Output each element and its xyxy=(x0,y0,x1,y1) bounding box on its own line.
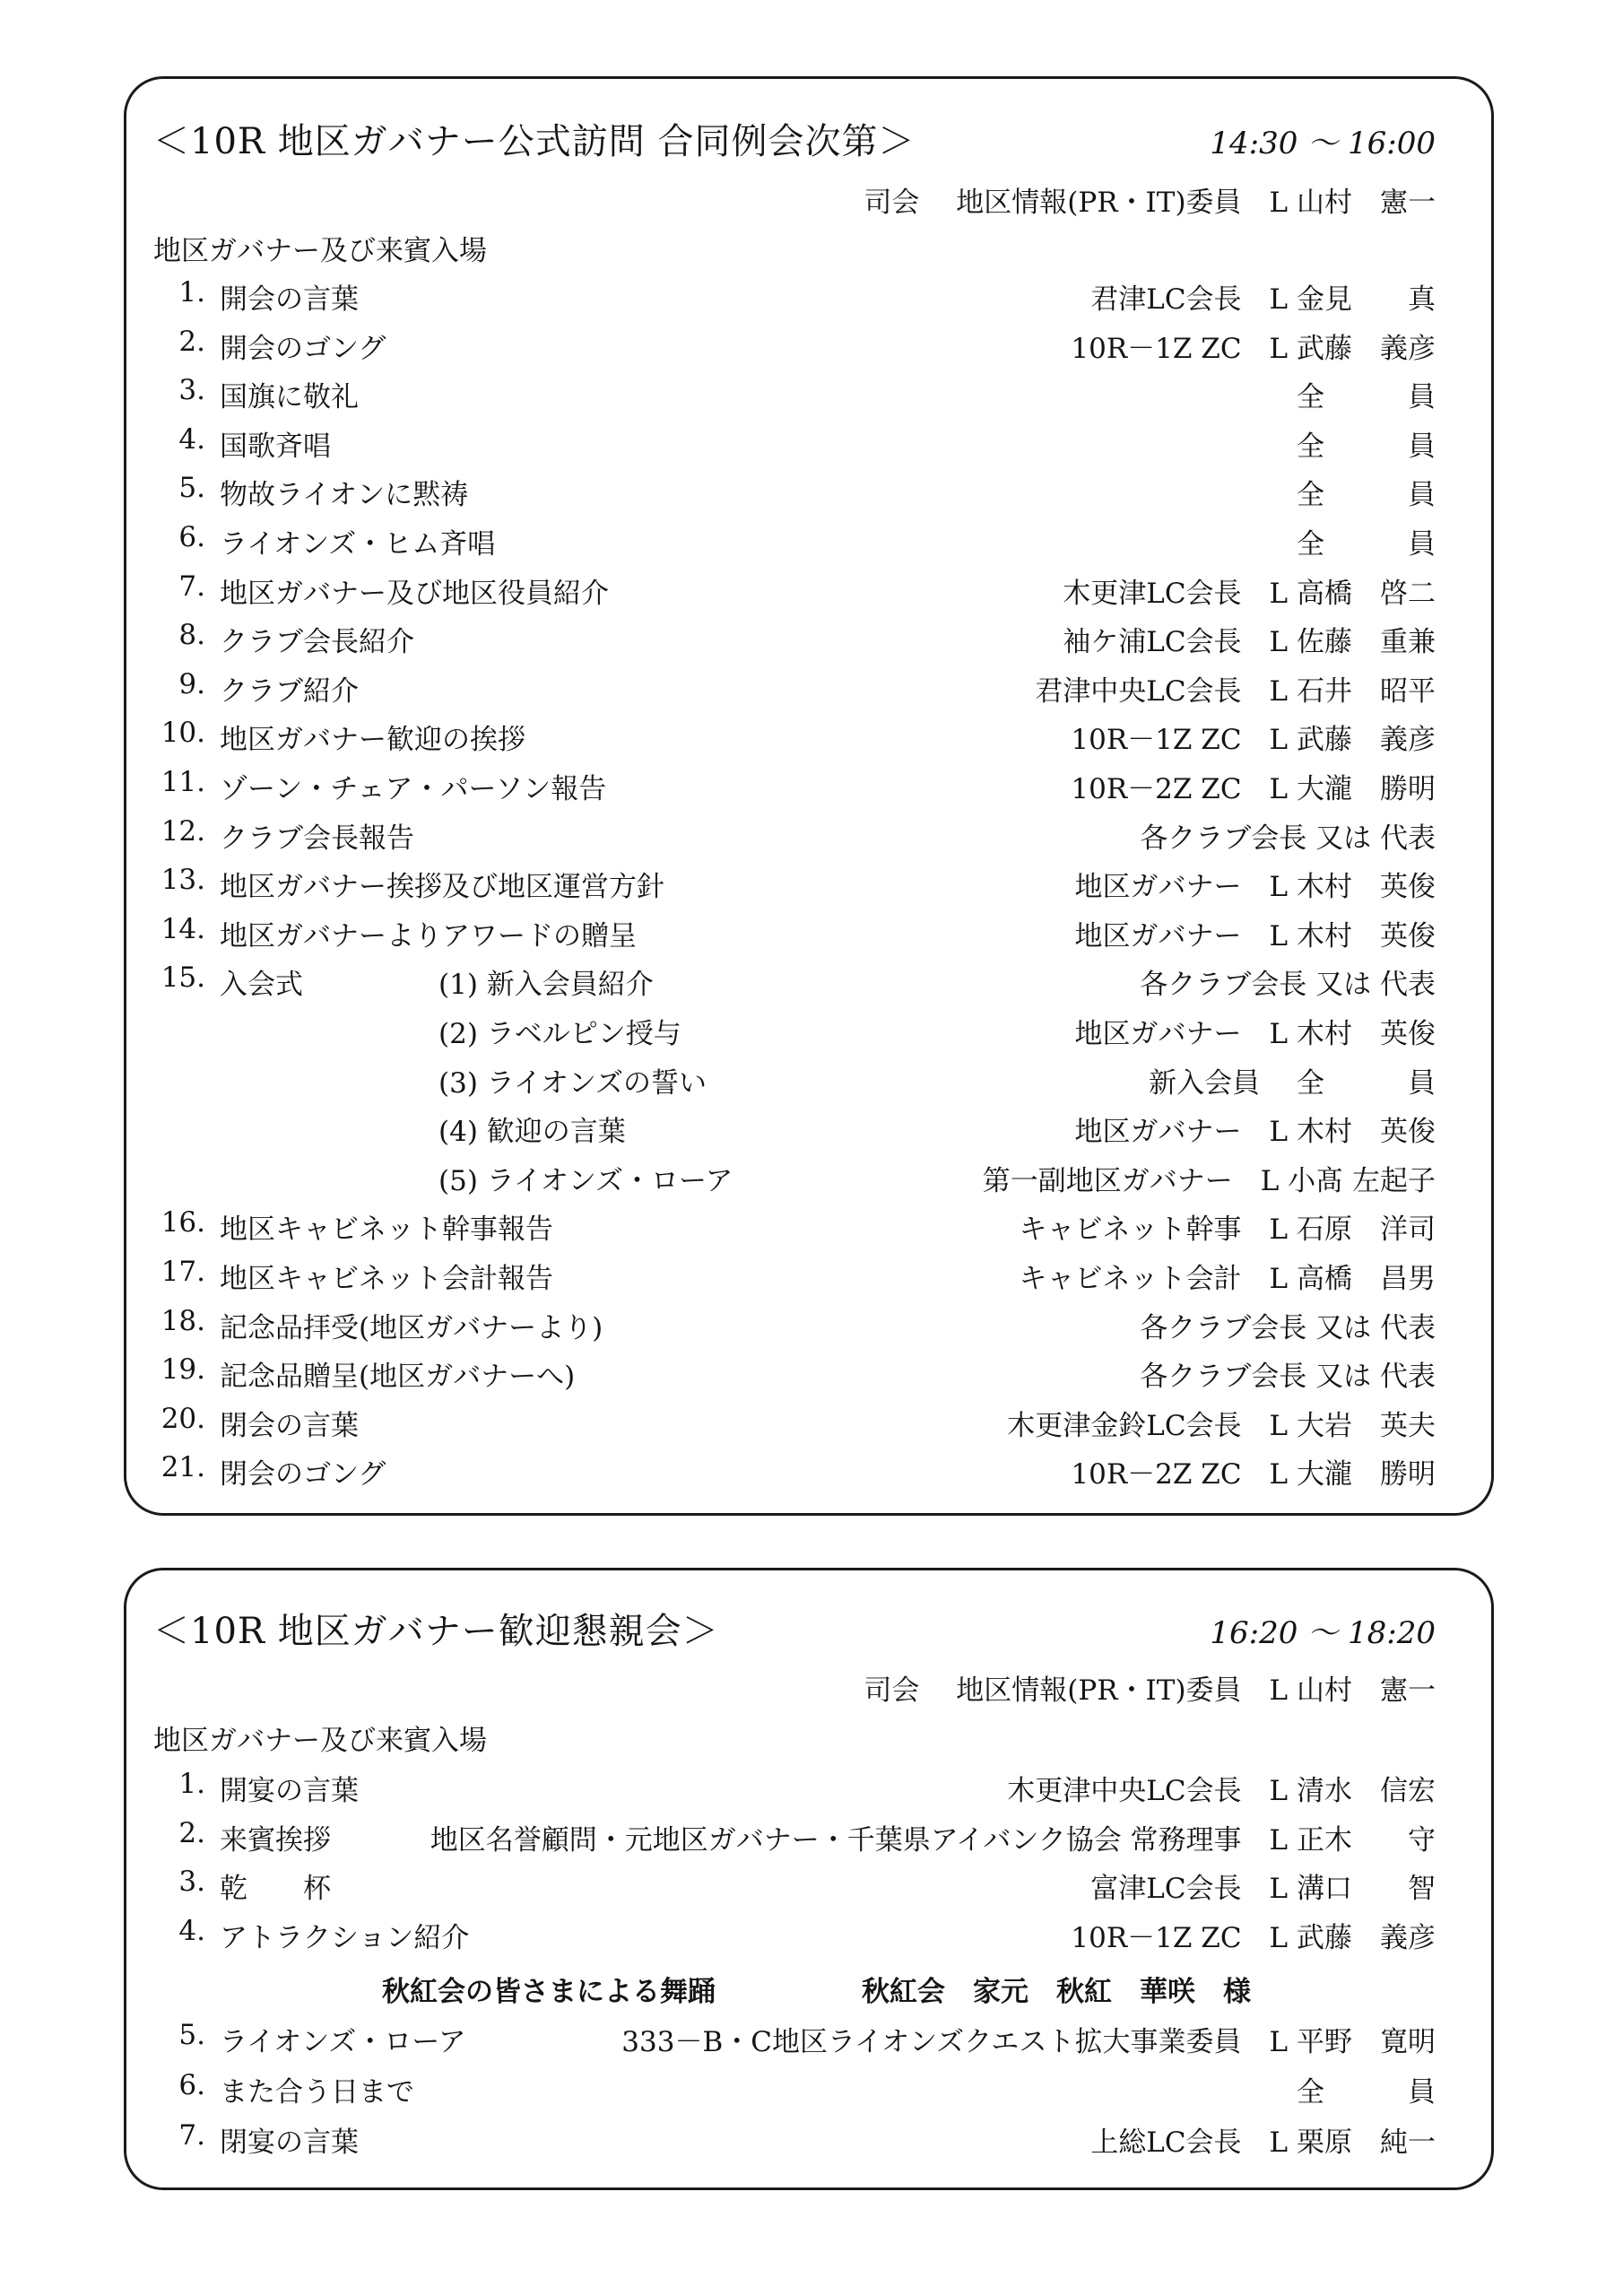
agenda-row xyxy=(126,1060,1491,1109)
agenda-row xyxy=(126,668,1491,717)
agenda-number: 9. xyxy=(178,667,205,700)
agenda-number: 2. xyxy=(178,1816,205,1849)
agenda-presenter: 第一副地区ガバナー L 小髙 左起子 xyxy=(982,1164,1436,1197)
agenda-presenter: 全 員 xyxy=(1297,2076,1436,2109)
agenda-presenter: 10R－2Z ZC L 大瀧 勝明 xyxy=(1071,1458,1436,1492)
agenda-label: ライオンズ・ヒム斉唱 xyxy=(220,528,496,561)
agenda-row xyxy=(126,521,1491,570)
agenda-presenter: 地区ガバナー L 木村 英俊 xyxy=(1074,871,1436,904)
agenda-number: 16. xyxy=(161,1206,205,1239)
agenda-label: 閉宴の言葉 xyxy=(220,2126,359,2159)
agenda-number: 19. xyxy=(161,1353,205,1387)
agenda-number: 5. xyxy=(178,2019,205,2051)
agenda-presenter: 上総LC会長 L 栗原 純一 xyxy=(1090,2126,1436,2159)
agenda-row xyxy=(126,374,1491,422)
agenda-row xyxy=(126,472,1491,520)
agenda-presenter: 地区ガバナー L 木村 英俊 xyxy=(1074,1116,1436,1149)
program-box-reception xyxy=(124,1568,1494,2190)
reception-title: ＜10R 地区ガバナー歓迎懇親会＞ xyxy=(153,1611,719,1652)
agenda-presenter: 全 員 xyxy=(1297,479,1436,512)
agenda-label: 地区ガバナー歓迎の挨拶 xyxy=(220,724,525,757)
agenda-presenter: 各クラブ会長 又は 代表 xyxy=(1140,1311,1436,1344)
agenda-row xyxy=(126,1011,1491,1059)
agenda-label: 地区ガバナー及び地区役員紹介 xyxy=(220,577,609,610)
agenda-number: 7. xyxy=(178,2119,205,2152)
agenda-row xyxy=(126,717,1491,765)
agenda-number: 21. xyxy=(161,1451,205,1484)
agenda-number: 15. xyxy=(161,961,205,995)
agenda-label: クラブ会長報告 xyxy=(220,822,414,855)
agenda-row xyxy=(126,1451,1491,1500)
agenda-row xyxy=(126,1768,1491,1816)
agenda-number: 6. xyxy=(178,2069,205,2101)
agenda-row xyxy=(126,1256,1491,1304)
agenda-row xyxy=(126,1305,1491,1353)
agenda-label: 国旗に敬礼 xyxy=(220,381,359,414)
agenda-row xyxy=(126,815,1491,864)
agenda-label: 地区キャビネット幹事報告 xyxy=(220,1213,553,1247)
agenda-row xyxy=(126,961,1491,1010)
agenda-row xyxy=(126,1403,1491,1451)
agenda-row xyxy=(126,864,1491,912)
agenda-sub-label: (4) 歓迎の言葉 xyxy=(438,1116,626,1149)
agenda-row xyxy=(126,570,1491,619)
agenda-presenter: 袖ケ浦LC会長 L 佐藤 重兼 xyxy=(1063,626,1436,659)
reception-time: 16:20 〜 18:20 xyxy=(1210,1615,1436,1651)
agenda-sub-label: (5) ライオンズ・ローア xyxy=(438,1164,733,1197)
agenda-row xyxy=(126,1353,1491,1402)
agenda-presenter: 富津LC会長 L 溝口 智 xyxy=(1090,1873,1436,1905)
agenda-row xyxy=(126,276,1491,325)
agenda-number: 4. xyxy=(178,422,205,456)
agenda-sub-label: (2) ラベルピン授与 xyxy=(438,1018,681,1050)
attraction-performer: 秋紅会 家元 秋紅 華咲 様 xyxy=(862,1976,1251,2008)
agenda-label: 開会のゴング xyxy=(220,332,386,365)
agenda-presenter: 全 員 xyxy=(1297,528,1436,561)
agenda-number: 5. xyxy=(178,472,205,505)
agenda-label: クラブ会長紹介 xyxy=(220,626,414,659)
agenda-row xyxy=(126,766,1491,814)
agenda-number: 4. xyxy=(178,1914,205,1947)
agenda-presenter: 地区名誉顧問・元地区ガバナー・千葉県アイバンク協会 常務理事 L 正木 守 xyxy=(430,1823,1436,1857)
agenda-label: 乾 杯 xyxy=(220,1873,331,1905)
agenda-label: 閉会の言葉 xyxy=(220,1409,359,1442)
agenda-number: 14. xyxy=(161,912,205,945)
agenda-presenter: 10R－2Z ZC L 大瀧 勝明 xyxy=(1071,773,1436,805)
agenda-row xyxy=(126,913,1491,961)
agenda-presenter: 木更津金鈴LC会長 L 大岩 英夫 xyxy=(1007,1409,1436,1442)
agenda-label: 入会式 xyxy=(220,969,303,1002)
agenda-label: 国歌斉唱 xyxy=(220,430,331,463)
agenda-presenter: 木更津LC会長 L 高橋 啓二 xyxy=(1063,577,1436,610)
agenda-sub-label: (1) 新入会員紹介 xyxy=(438,969,654,1002)
agenda-row xyxy=(126,1206,1491,1255)
agenda-presenter: キャビネット幹事 L 石原 洋司 xyxy=(1019,1213,1436,1247)
reception-entry-line: 地区ガバナー及び来賓入場 xyxy=(153,1725,487,1757)
agenda-presenter: 10R－1Z ZC L 武藤 義彦 xyxy=(1071,332,1436,365)
agenda-label: ライオンズ・ローア xyxy=(220,2026,466,2058)
agenda-number: 6. xyxy=(178,521,205,553)
agenda-row xyxy=(126,2119,1491,2168)
agenda-label: また合う日まで xyxy=(220,2076,414,2109)
meeting-host: 司会 地区情報(PR・IT)委員 L 山村 憲一 xyxy=(864,187,1436,219)
agenda-number: 20. xyxy=(161,1402,205,1435)
agenda-number: 12. xyxy=(161,814,205,848)
program-box-meeting xyxy=(124,76,1494,1516)
agenda-presenter: 地区ガバナー L 木村 英俊 xyxy=(1074,1018,1436,1050)
agenda-label: 物故ライオンに黙祷 xyxy=(220,479,469,512)
agenda-label: ゾーン・チェア・パーソン報告 xyxy=(220,773,607,805)
meeting-time: 14:30 〜 16:00 xyxy=(1210,126,1436,161)
agenda-presenter: 全 員 xyxy=(1297,430,1436,463)
agenda-label: 開宴の言葉 xyxy=(220,1775,359,1807)
agenda-row xyxy=(126,1866,1491,1914)
agenda-number: 1. xyxy=(178,1768,205,1800)
agenda-presenter: 各クラブ会長 又は 代表 xyxy=(1140,1361,1436,1394)
agenda-number: 3. xyxy=(178,374,205,407)
agenda-presenter: 君津LC会長 L 金見 真 xyxy=(1090,283,1436,316)
agenda-presenter: 333－B・C地区ライオンズクエスト拡大事業委員 L 平野 寛明 xyxy=(621,2026,1436,2058)
agenda-number: 8. xyxy=(178,619,205,652)
reception-host: 司会 地区情報(PR・IT)委員 L 山村 憲一 xyxy=(864,1674,1436,1707)
agenda-row xyxy=(126,2069,1491,2118)
agenda-number: 7. xyxy=(178,570,205,603)
agenda-sub-label: (3) ライオンズの誓い xyxy=(438,1066,707,1100)
meeting-entry-line: 地区ガバナー及び来賓入場 xyxy=(153,235,487,267)
agenda-presenter: 各クラブ会長 又は 代表 xyxy=(1140,822,1436,855)
agenda-row xyxy=(126,1817,1491,1866)
agenda-presenter: 全 員 xyxy=(1297,381,1436,414)
attraction-description: 秋紅会の皆さまによる舞踊 xyxy=(382,1976,716,2008)
agenda-number: 18. xyxy=(161,1304,205,1337)
agenda-number: 3. xyxy=(178,1866,205,1898)
agenda-label: 地区キャビネット会計報告 xyxy=(220,1263,553,1295)
agenda-number: 10. xyxy=(161,717,205,750)
agenda-number: 13. xyxy=(161,864,205,897)
agenda-label: 記念品拝受(地区ガバナーより) xyxy=(220,1311,603,1344)
agenda-label: 閉会のゴング xyxy=(220,1458,386,1492)
agenda-presenter: 10R－1Z ZC L 武藤 義彦 xyxy=(1071,1921,1436,1954)
agenda-label: 来賓挨拶 xyxy=(220,1823,331,1857)
agenda-presenter: 君津中央LC会長 L 石井 昭平 xyxy=(1035,674,1436,708)
agenda-label: クラブ紹介 xyxy=(220,674,359,708)
agenda-label: 開会の言葉 xyxy=(220,283,359,316)
agenda-row xyxy=(126,2019,1491,2067)
agenda-number: 11. xyxy=(161,766,205,798)
agenda-presenter: 木更津中央LC会長 L 清水 信宏 xyxy=(1007,1775,1436,1807)
agenda-label: 地区ガバナー挨拶及び地区運営方針 xyxy=(220,871,664,904)
agenda-number: 17. xyxy=(161,1256,205,1288)
agenda-presenter: 各クラブ会長 又は 代表 xyxy=(1140,969,1436,1002)
agenda-row xyxy=(126,1158,1491,1206)
agenda-presenter: キャビネット会計 L 高橋 昌男 xyxy=(1019,1263,1436,1295)
agenda-presenter: 10R－1Z ZC L 武藤 義彦 xyxy=(1071,724,1436,757)
agenda-row xyxy=(126,326,1491,374)
agenda-presenter: 地区ガバナー L 木村 英俊 xyxy=(1074,919,1436,952)
agenda-row xyxy=(126,619,1491,667)
agenda-presenter: 新入会員 全 員 xyxy=(1149,1066,1436,1100)
agenda-number: 2. xyxy=(178,325,205,358)
agenda-number: 1. xyxy=(178,276,205,309)
agenda-row xyxy=(126,423,1491,472)
agenda-label: 記念品贈呈(地区ガバナーへ) xyxy=(220,1361,576,1394)
meeting-title: ＜10R 地区ガバナー公式訪問 合同例会次第＞ xyxy=(153,121,916,162)
agenda-row xyxy=(126,1109,1491,1157)
agenda-label: アトラクション紹介 xyxy=(220,1921,470,1954)
agenda-row xyxy=(126,1915,1491,1963)
agenda-label: 地区ガバナーよりアワードの贈呈 xyxy=(220,919,637,952)
